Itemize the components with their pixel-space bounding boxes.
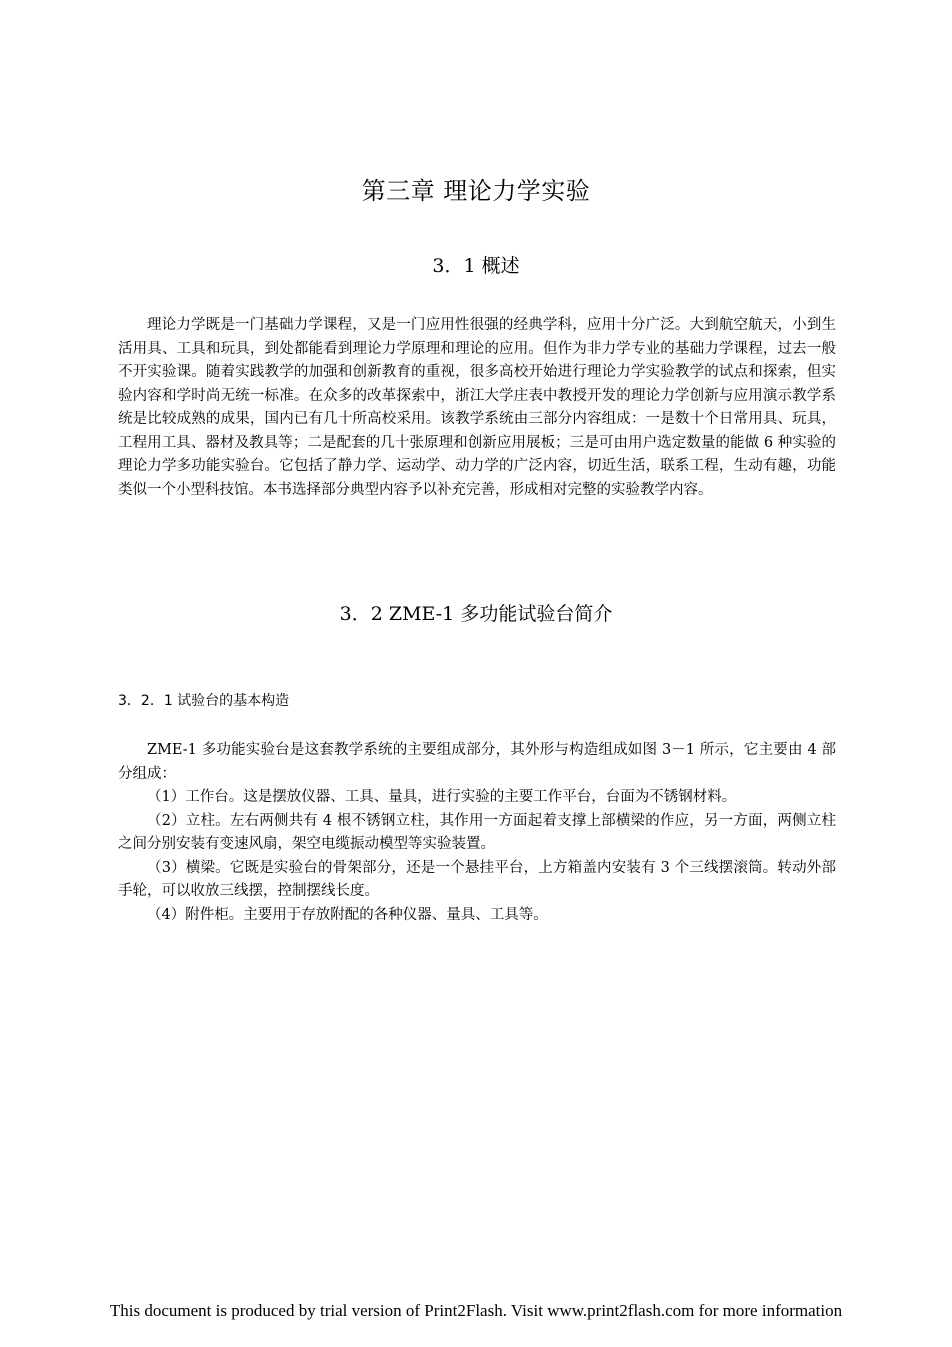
construction-paragraph-intro: ZME-1 多功能实验台是这套教学系统的主要组成部分，其外形与构造组成如图 3－1 所示，它主要由 4 部分组成： bbox=[118, 742, 836, 782]
overview-text bbox=[118, 314, 836, 502]
section-heading-overview: 3．1 概述 bbox=[432, 255, 520, 277]
construction-paragraph-beam: （3）横梁。它既是实验台的骨架部分，还是一个悬挂平台，上方箱盖内安装有 3 个三线摆滚筒。转动外部手轮，可以收放三线摆，控制摆线长度。 bbox=[118, 859, 836, 899]
overview-paragraph: 理论力学既是一门基础力学课程，又是一门应用性很强的经典学科，应用十分广泛。大到航空航天，小到生活用具、工具和玩具，到处都能看到理论力学原理和理论的应用。但作为非力学专业的基础力学课程，过去一般不开实验课。随着实践教学的加强和创新教育的重视，很多高校开始进行理论力学实验教学的试点和探索，但实验内容和学时尚无统一标准。在众多的改革探索中，浙江大学庄表中教授开发的理论力学创新与应用演示教学系统是比较成熟的成果，国内已有几十所高校采用。该教学系统由三部分内容组成：一是数十个日常用具、玩具，工程用工具、器材及教具等；二是配套的几十张原理和创新应用展板；三是可由用户选定数量的能做 6 种实验的理论力学多功能实验台。它包括了静力学、运动学、动力学的广泛内容，切近生活，联系工程，生动有趣，功能类似一个小型科技馆。本书选择部分典型内容予以补充完善，形成相对完整的实验教学内容。 bbox=[118, 317, 836, 498]
construction-text bbox=[118, 739, 836, 927]
construction-paragraph-worktable: （1）工作台。这是摆放仪器、工具、量具，进行实验的主要工作平台，台面为不锈钢材料。 bbox=[147, 789, 737, 805]
section-heading-test-bench: 3．2 ZME-1 多功能试验台简介 bbox=[339, 603, 613, 625]
chapter-title: 第三章 理论力学实验 bbox=[361, 177, 591, 205]
trial-version-notice: This document is produced by trial version of Print2Flash. Visit www.print2flash.com for more information bbox=[109, 1301, 843, 1320]
construction-paragraph-cabinet: （4）附件柜。主要用于存放附配的各种仪器、量具、工具等。 bbox=[147, 906, 548, 923]
construction-paragraph-columns: （2）立柱。左右两侧共有 4 根不锈钢立柱，其作用一方面起着支撑上部横梁的作应，另一方面，两侧立柱之间分别安装有变速风扇，架空电缆振动模型等实验装置。 bbox=[118, 812, 836, 852]
subsection-heading-construction: 3．2．1 试验台的基本构造 bbox=[118, 693, 290, 709]
